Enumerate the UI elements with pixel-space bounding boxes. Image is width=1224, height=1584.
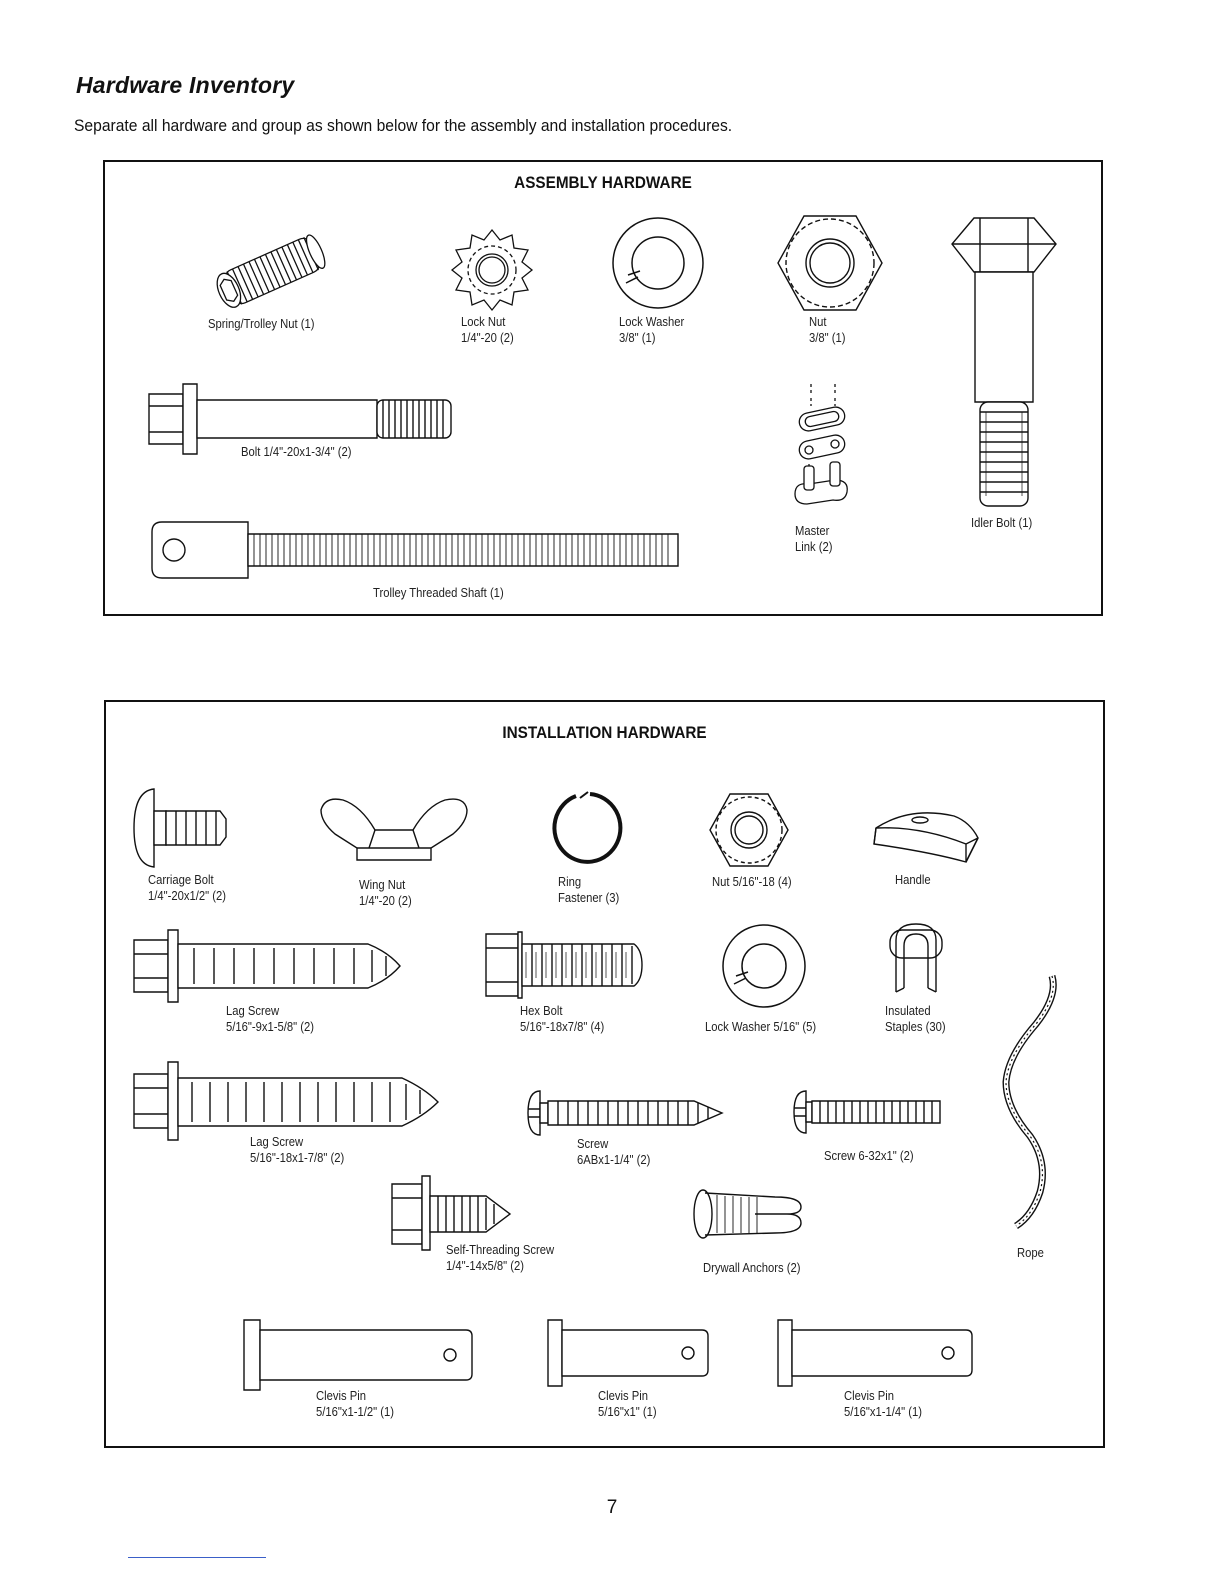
- threaded-shaft-icon: [150, 520, 682, 582]
- clevis-pin-icon: [242, 1318, 476, 1392]
- bolt-label: Bolt 1/4"-20x1-3/4" (2): [241, 445, 352, 459]
- master-link-label: Master Link (2): [795, 524, 833, 554]
- screw-icon: [526, 1087, 726, 1139]
- master-link-icon: [785, 382, 855, 512]
- self-threading-screw-icon: [390, 1174, 514, 1252]
- handle-label: Handle: [895, 873, 931, 887]
- nut-5-16-label: Nut 5/16"-18 (4): [712, 875, 792, 889]
- insulated-staple-icon: [886, 920, 946, 994]
- lock-washer-icon: [610, 215, 706, 311]
- clevis-pin-icon: [546, 1318, 712, 1388]
- installation-hardware-panel: [104, 700, 1105, 1448]
- lag-screw-long-label: Lag Screw 5/16"-18x1-7/8" (2): [250, 1135, 345, 1165]
- carriage-bolt-icon: [132, 787, 230, 869]
- handle-icon: [870, 804, 984, 868]
- machine-screw-icon: [792, 1087, 944, 1137]
- assembly-panel-title: ASSEMBLY HARDWARE: [514, 173, 692, 192]
- lock-nut-label: Lock Nut 1/4"-20 (2): [461, 315, 514, 345]
- assembly-hardware-panel: [103, 160, 1103, 616]
- rope-label: Rope: [1017, 1246, 1044, 1260]
- spring-nut-label: Spring/Trolley Nut (1): [208, 317, 315, 331]
- rope-icon: [996, 972, 1066, 1230]
- hex-nut-icon: [708, 792, 790, 868]
- ring-fastener-label: Ring Fastener (3): [558, 875, 620, 905]
- lock-washer-label: Lock Washer 3/8" (1): [619, 315, 685, 345]
- wing-nut-icon: [319, 794, 469, 862]
- insulated-staples-label: Insulated Staples (30): [885, 1004, 946, 1034]
- hex-bolt-label: Hex Bolt 5/16"-18x7/8" (4): [520, 1004, 605, 1034]
- self-threading-screw-label: Self-Threading Screw 1/4"-14x5/8" (2): [446, 1243, 555, 1273]
- footer-link-underline: [128, 1557, 266, 1558]
- idler-bolt-icon: [950, 216, 1058, 514]
- lock-washer-icon: [720, 922, 808, 1010]
- page-number: 7: [606, 1497, 618, 1518]
- clevis-pin-icon: [776, 1318, 976, 1388]
- clevis-pin-c-label: Clevis Pin 5/16"x1-1/4" (1): [844, 1389, 923, 1419]
- lag-screw-icon: [132, 928, 404, 1004]
- installation-panel-title: INSTALLATION HARDWARE: [502, 723, 707, 742]
- trolley-shaft-label: Trolley Threaded Shaft (1): [373, 586, 504, 600]
- nut-3-8-label: Nut 3/8" (1): [809, 315, 846, 345]
- drywall-anchor-icon: [691, 1187, 807, 1241]
- hex-nut-icon: [776, 214, 884, 312]
- wing-nut-label: Wing Nut 1/4"-20 (2): [359, 878, 412, 908]
- lag-screw-short-label: Lag Screw 5/16"-9x1-5/8" (2): [226, 1004, 315, 1034]
- hex-bolt-icon: [484, 930, 646, 1000]
- carriage-bolt-label: Carriage Bolt 1/4"-20x1/2" (2): [148, 873, 227, 903]
- page-title: Hardware Inventory: [76, 72, 295, 98]
- idler-bolt-label: Idler Bolt (1): [971, 516, 1033, 530]
- clevis-pin-a-label: Clevis Pin 5/16"x1-1/2" (1): [316, 1389, 395, 1419]
- clevis-pin-b-label: Clevis Pin 5/16"x1" (1): [598, 1389, 657, 1419]
- screw-6-32-label: Screw 6-32x1" (2): [824, 1149, 914, 1163]
- lag-screw-icon: [132, 1060, 442, 1142]
- intro-text: Separate all hardware and group as shown below for the assembly and installation procedures.: [74, 116, 733, 135]
- ring-fastener-icon: [550, 790, 624, 866]
- lock-nut-icon: [448, 226, 536, 314]
- screw-6ab-label: Screw 6ABx1-1/4" (2): [577, 1137, 651, 1167]
- drywall-anchors-label: Drywall Anchors (2): [703, 1261, 801, 1275]
- lock-washer-5-16-label: Lock Washer 5/16" (5): [705, 1020, 817, 1034]
- spring-trolley-nut-icon: [205, 224, 335, 319]
